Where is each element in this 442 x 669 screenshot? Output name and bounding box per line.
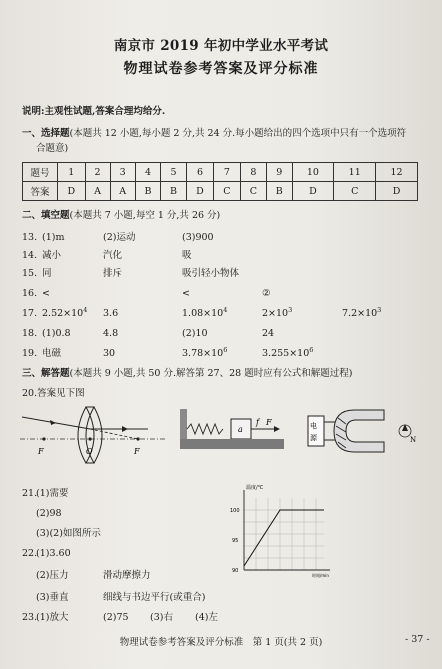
question-number: 3 [110,163,135,182]
q16-answer-1: < [42,288,50,299]
ray-arrow-icon [122,426,128,432]
spring [187,424,223,434]
section1-desc-cont: 合题意) [36,143,69,154]
q17-answer-3 [182,305,228,320]
scoring-note: 说明:主观性试题,答案合理均给分. [22,106,166,117]
answer-cell: D [58,182,86,201]
y-tick-90: 90 [232,568,239,574]
value-base: 3.255×10 [262,348,310,359]
power-label-2: 源 [310,434,317,442]
q15-answer-2: 排斥 [103,268,123,279]
q21-answer-3: (3)(2)如图所示 [36,528,101,539]
section1-line [22,128,406,140]
section1-heading: 一、选择题 [22,128,70,139]
extension-line [90,429,138,439]
x-axis-label: 时间/min [312,573,329,578]
q13-number: 13. [22,232,38,243]
q18-answer-4: 24 [262,328,275,339]
answer-cell: A [110,182,135,201]
question-number: 7 [214,163,240,182]
center-label: O [86,447,93,456]
focal-label-left: F [38,447,44,456]
lens-ray-diagram [18,403,168,465]
answer-cell: C [214,182,240,201]
question-number: 11 [334,163,376,182]
answer-cell: D [186,182,214,201]
ground [180,439,284,449]
q22-answer-1: (1)3.60 [36,548,71,559]
q23-answer-3: (3)右 [150,612,173,623]
section3-line [22,368,352,380]
q19-answer-2: 30 [103,348,116,359]
q19-answer-4 [262,345,314,360]
focal-point-left [42,437,45,440]
question-number: 5 [161,163,186,182]
spring-block-diagram [176,405,288,457]
choice-answer-table [22,162,418,201]
q17-answer-4 [262,305,293,320]
q13-answer-3: (3)900 [182,232,214,243]
value-base: 2×10 [262,308,289,319]
section3-heading: 三、解答题 [22,368,70,379]
answer-cell: D [376,182,418,201]
row-label: 题号 [23,163,58,182]
north-label: N [410,436,417,444]
value-base: 1.08×10 [182,308,224,319]
y-axis-label: 温度/℃ [246,485,264,491]
q18-answer-2: 4.8 [103,328,119,339]
q16-answer-3: ② [262,288,271,299]
answer-cell: B [161,182,186,201]
answer-cell: C [240,182,266,201]
q13-answer-1: (1)m [42,232,65,243]
q19-answer-3 [182,345,228,360]
q21-answer-2: (2)98 [36,508,62,519]
q19-number: 19. [22,348,38,359]
q14-number: 14. [22,250,38,261]
section1-desc: (本题共 12 小题,每小题 2 分,共 24 分.每小题给出的四个选项中只有一个选项符 [69,128,407,139]
q15-number: 15. [22,268,38,279]
power-label-1: 电 [310,422,317,430]
value-exponent: 4 [83,305,88,314]
q22-answer-2a: (2)压力 [36,570,69,581]
q14-answer-3: 吸 [182,250,192,261]
graph-grid [244,498,324,570]
answer-cell: B [267,182,292,201]
optical-center [88,437,91,440]
value-exponent: 6 [223,345,228,354]
question-number: 2 [85,163,110,182]
q14-answer-2: 汽化 [103,250,123,261]
q22-answer-3b: 细线与书边平行(或重合) [103,592,206,603]
force-label: F [266,418,272,427]
q23-answer-2: (2)75 [103,612,129,623]
focal-point-right [136,437,139,440]
q14-answer-1: 减小 [42,250,62,261]
q18-number: 18. [22,328,38,339]
force-arrow-icon [274,426,280,432]
value-base: 3.78×10 [182,348,224,359]
question-number: 6 [186,163,214,182]
question-number: 1 [58,163,86,182]
q18-answer-1: (1)0.8 [42,328,71,339]
question-number-row [23,163,418,182]
electromagnet-diagram [302,400,420,462]
q13-answer-2: (2)运动 [103,232,136,243]
section3-desc: (本题共 9 小题,共 50 分.解答第 27、28 题时应有公式和解题过程) [69,368,353,379]
q22-answer-3a: (3)垂直 [36,592,69,603]
q18-answer-3: (2)10 [182,328,208,339]
question-number: 9 [267,163,292,182]
q17-number: 17. [22,308,38,319]
answer-cell: C [334,182,376,201]
row-label: 答案 [23,182,58,201]
q16-answer-2: < [182,288,190,299]
q17-answer-1 [42,305,88,320]
y-tick-100: 100 [230,508,240,514]
q16-number: 16. [22,288,38,299]
question-number: 10 [292,163,334,182]
section2-desc: (本题共 7 小题,每空 1 分,共 26 分) [69,210,221,221]
value-base: 2.52×10 [42,308,84,319]
u-shaped-core [334,410,384,452]
q23-number: 23. [22,612,38,623]
friction-label: f [256,418,259,427]
question-number: 4 [135,163,160,182]
q15-answer-3: 吸引轻小物体 [182,268,240,279]
section2-heading: 二、填空题 [22,210,70,221]
section2-line [22,210,220,222]
value-exponent: 3 [288,305,293,314]
question-number: 8 [240,163,266,182]
answer-cell: A [85,182,110,201]
value-base: 7.2×10 [342,308,378,319]
value-exponent: 4 [223,305,228,314]
page-subtitle: 物理试卷参考答案及评分标准 [123,61,319,77]
value-exponent: 3 [377,305,382,314]
q21-answer-1: (1)需要 [36,488,69,499]
q23-answer-4: (4)左 [195,612,218,623]
question-number: 12 [376,163,418,182]
page-title: 南京市 2019 年初中学业水平考试 [113,38,329,54]
temperature-time-graph [220,480,340,580]
page-number: - 37 - [405,634,430,645]
q21-number: 21. [22,488,38,499]
q17-answer-2: 3.6 [103,308,119,319]
block-label: a [238,425,243,434]
q19-answer-1: 电磁 [42,348,62,359]
value-exponent: 6 [309,345,314,354]
answer-cell: D [292,182,334,201]
q22-answer-2b: 滑动摩擦力 [103,570,151,581]
answer-row [23,182,418,201]
q17-answer-5 [342,305,382,320]
answer-cell: B [135,182,160,201]
q20-text: 20.答案见下图 [22,388,85,399]
focal-label-right: F [134,447,140,456]
page-footer: 物理试卷参考答案及评分标准 第 1 页(共 2 页) [119,637,323,648]
y-tick-95: 95 [232,538,239,544]
q15-answer-1: 同 [42,268,52,279]
q23-answer-1: (1)放大 [36,612,69,623]
q22-number: 22. [22,548,38,559]
